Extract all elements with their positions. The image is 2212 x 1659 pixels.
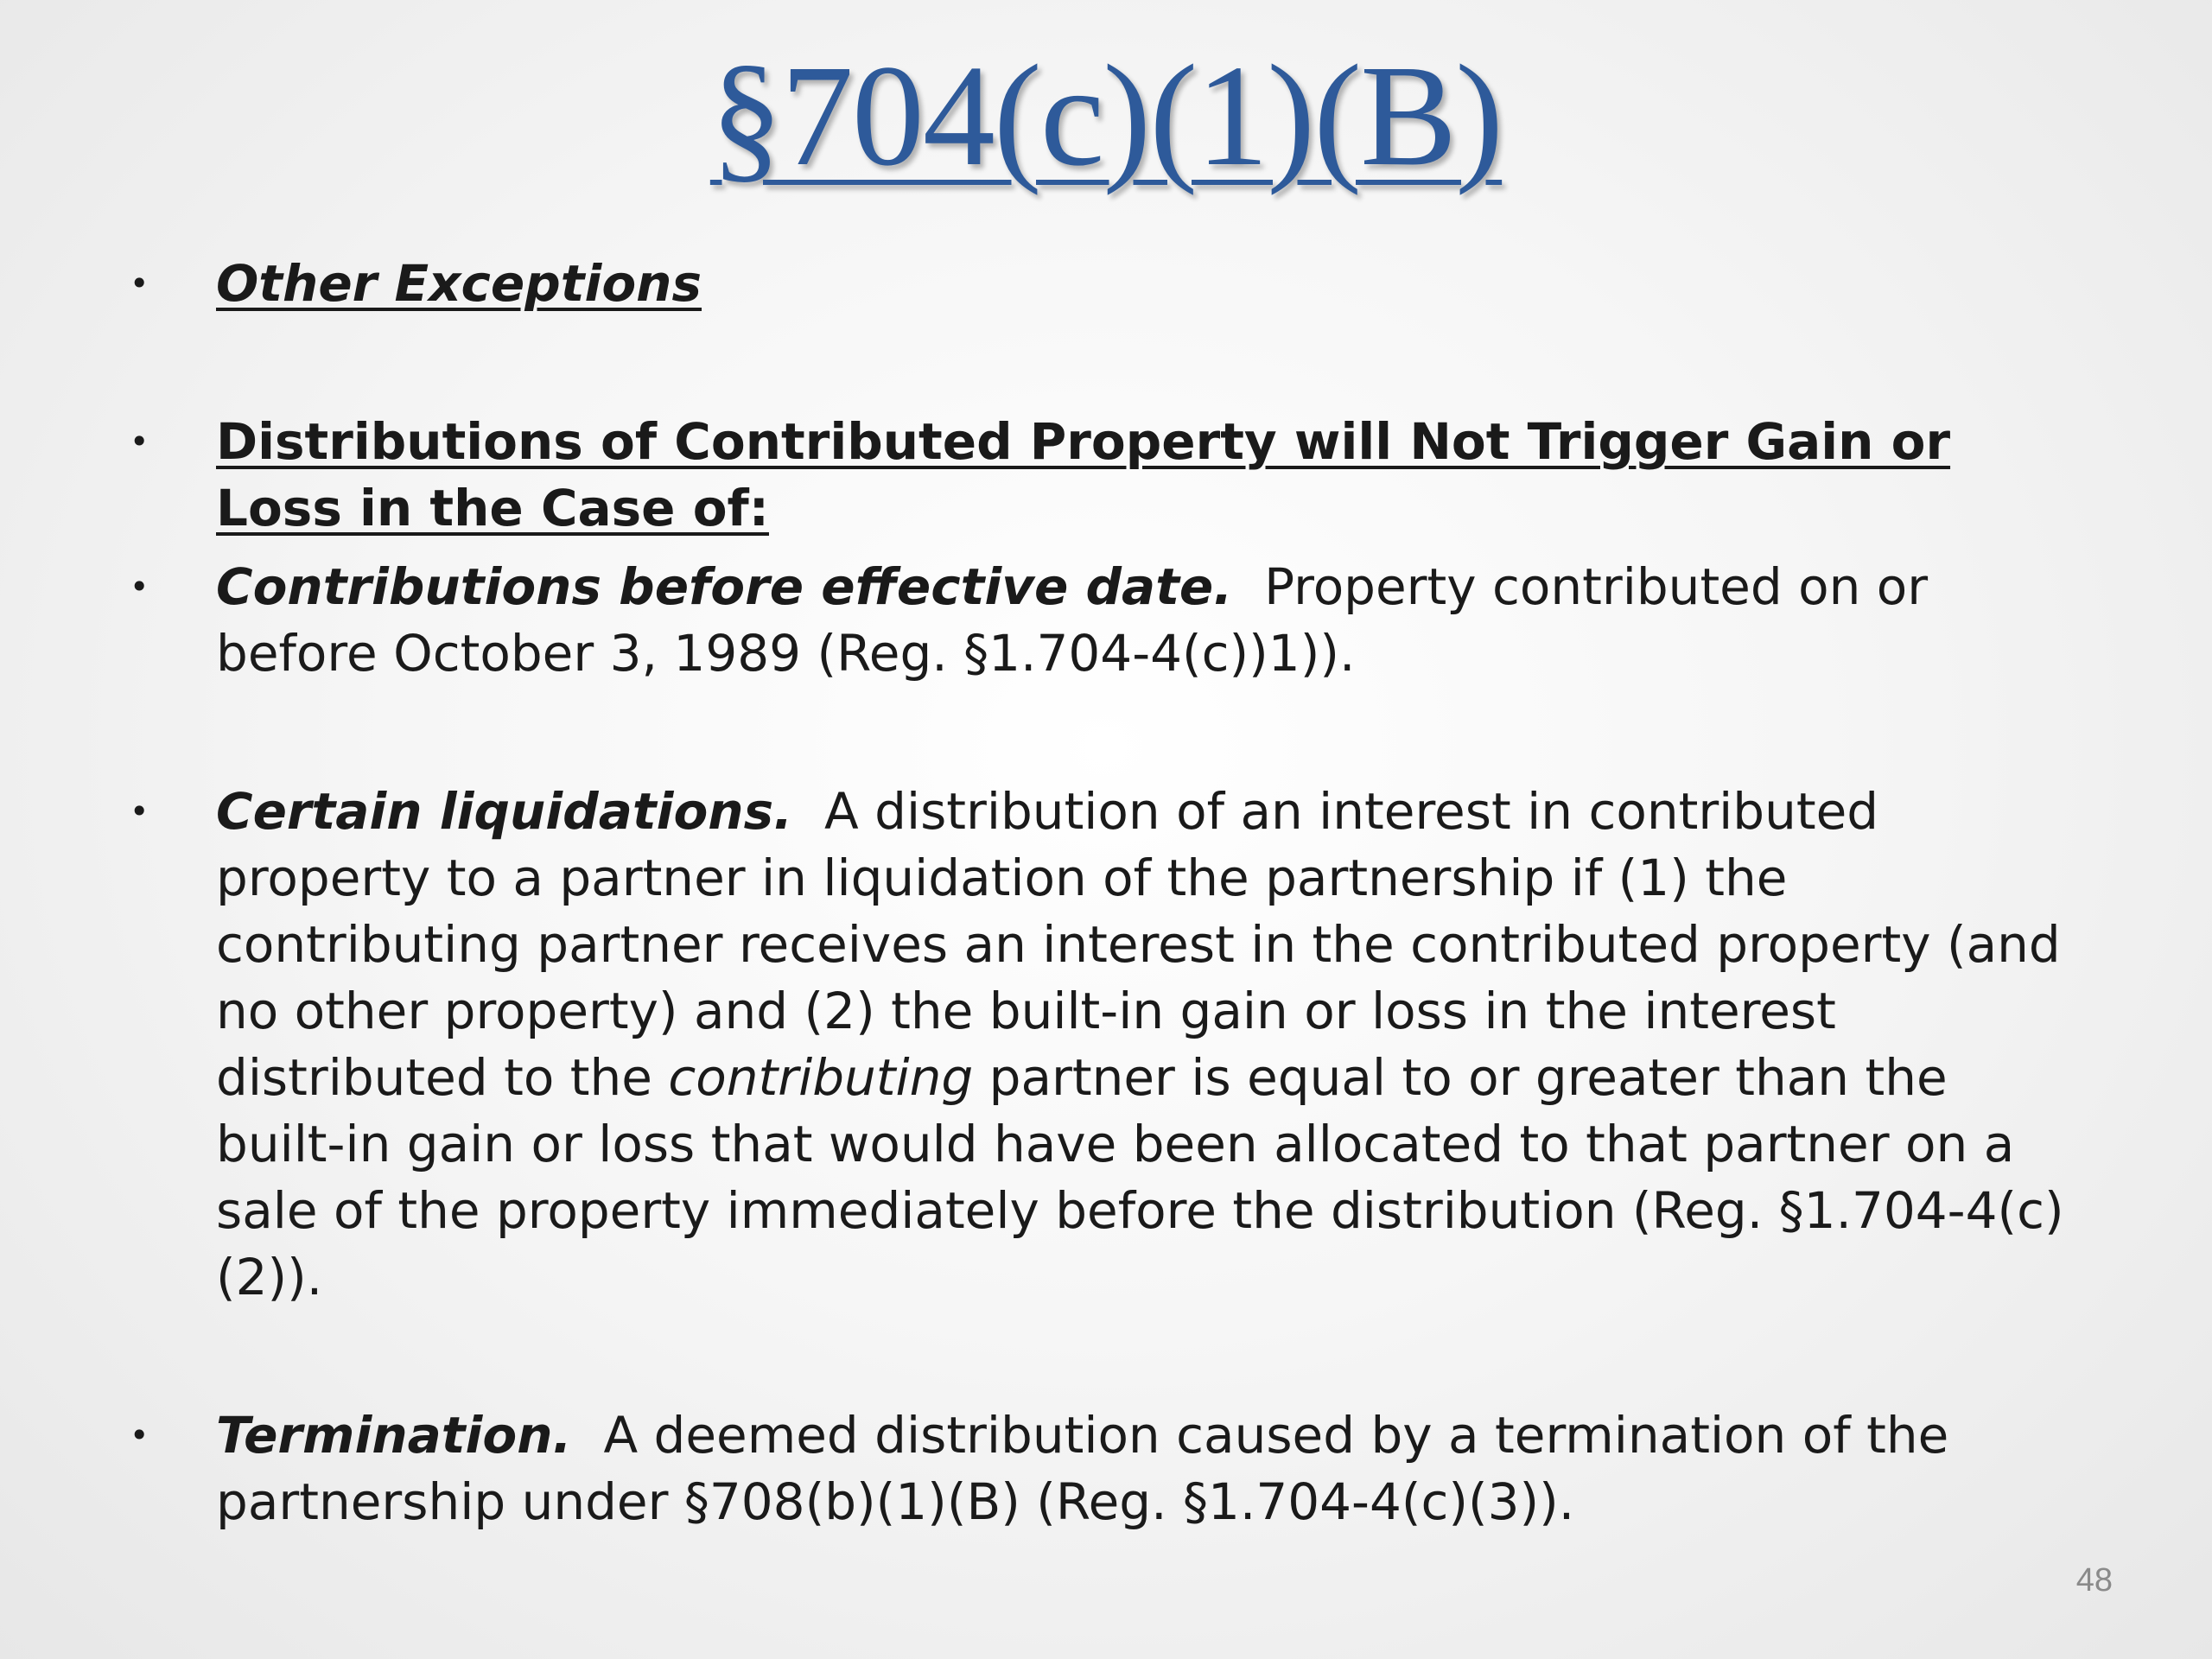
bullet-lead: Certain liquidations.: [216, 782, 793, 841]
bullet-list: [130, 251, 2082, 1535]
bullet-termination: [130, 1402, 2082, 1535]
bullet-text: partner is equal to or greater than the built-in gain or loss that would have been allocated to that partner on a sale of the property immediately before the distribution (Reg. §1.704-4(c)(2)).: [216, 1048, 2064, 1306]
bullet-text: Property contributed on or before October 3, 1989 (Reg. §1.704-4(c))1)).: [216, 557, 1929, 683]
bullet-text: A deemed distribution caused by a termination of the partnership under §708(b)(1)(B) (Reg. §1.704-4(c)(3)).: [216, 1406, 1949, 1531]
bullet-lead: Termination.: [216, 1406, 572, 1465]
bullet-dot-icon: •: [130, 423, 149, 461]
slide-title: §704(c)(1)(B): [709, 35, 1503, 196]
bullet-dot-icon: •: [130, 792, 149, 830]
bullet-lead: Contributions before effective date.: [216, 557, 1233, 616]
bullet-heading: Other Exceptions: [216, 254, 702, 313]
bullet-other-exceptions: [130, 251, 2082, 317]
bullet-heading: Distributions of Contributed Property will Not Trigger Gain or Loss in the Case of:: [216, 412, 1951, 537]
bullet-contributions-before-effective-date: [130, 554, 2082, 687]
bullet-text-emphasis: contributing: [668, 1048, 974, 1107]
bullet-dot-icon: •: [130, 1416, 149, 1454]
bullet-dot-icon: •: [130, 264, 149, 302]
bullet-distributions-heading: [130, 409, 2082, 542]
bullet-certain-liquidations: [130, 779, 2082, 1311]
bullet-dot-icon: •: [130, 568, 149, 606]
page-number: 48: [2075, 1562, 2113, 1599]
bullet-text: A distribution of an interest in contributed property to a partner in liquidation of the partnership if (1) the contributing partner receives an interest in the contributed property (and no other property) and (2) the built-in gain or loss in the interest distributed to the: [216, 782, 2061, 1107]
